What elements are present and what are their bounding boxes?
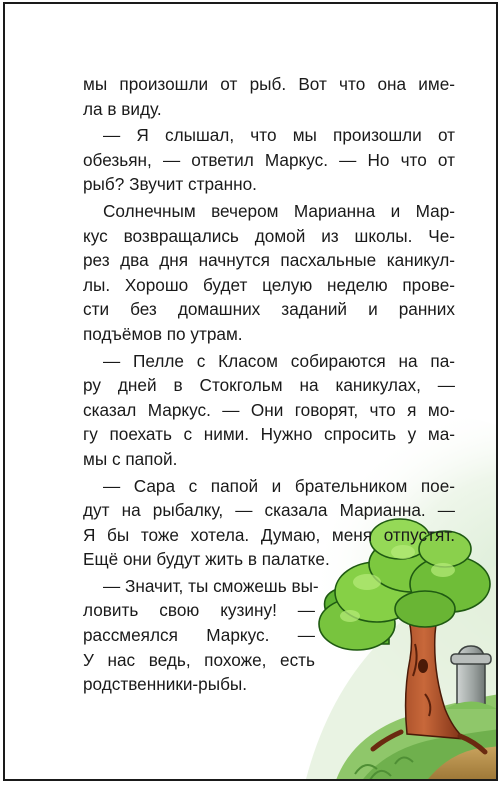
text-line: Я бы тоже хотела. Думаю, меня отпустят.: [83, 524, 455, 545]
text-line: мы произошли от рыб. Вот что она име-: [83, 74, 455, 94]
text-line: — Значит, ты сможешь вы-: [103, 575, 319, 596]
text-line: подъёмов по утрам.: [83, 323, 243, 344]
paragraph-3: [83, 199, 455, 347]
text-line: — Я слышал, что мы произошли от: [103, 125, 455, 146]
text-line: Ещё они будут жить в палатке.: [83, 549, 330, 570]
text-line: кус возвращались домой из школы. Че-: [83, 225, 455, 246]
text-line: — Пелле с Класом собираются на па-: [103, 350, 455, 371]
text-line: сказал Маркус. — Они говорят, что я мо-: [83, 399, 455, 420]
text-line: ла в виду.: [83, 98, 162, 119]
text-line: сти без домашних заданий и ранних: [83, 299, 455, 320]
text-line: обезьян, — ответил Маркус. — Но что от: [83, 149, 455, 170]
paragraph-5: [83, 474, 455, 572]
text-line: ловить свою кузину! —: [83, 600, 315, 621]
text-line: — Сара с папой и брательником пое-: [103, 475, 455, 496]
text-line: ру дней в Стокгольм на каникулах, —: [83, 375, 455, 396]
paragraph-2: [83, 123, 455, 197]
book-page: [3, 2, 498, 781]
text-line: дут на рыбалку, — сказала Марианна. —: [83, 500, 455, 521]
body-text: [83, 72, 455, 697]
text-line: гу поехать с ними. Нужно спросить у ма-: [83, 424, 455, 445]
text-line: Солнечным вечером Марианна и Мар-: [103, 200, 455, 221]
text-line: мы с папой.: [83, 448, 178, 469]
paragraph-6: [83, 574, 319, 697]
paragraph-1: [83, 72, 455, 121]
text-line: У нас ведь, похоже, есть: [83, 649, 315, 670]
text-line: родственники-рыбы.: [83, 674, 248, 695]
text-line: рыб? Звучит странно.: [83, 174, 257, 195]
text-line: рассмеялся Маркус. —: [83, 625, 315, 646]
text-line: рез два дня начнутся пасхальные каникул-: [83, 250, 455, 271]
text-line: лы. Хорошо будет целую неделю прове-: [83, 274, 455, 295]
paragraph-4: [83, 349, 455, 472]
